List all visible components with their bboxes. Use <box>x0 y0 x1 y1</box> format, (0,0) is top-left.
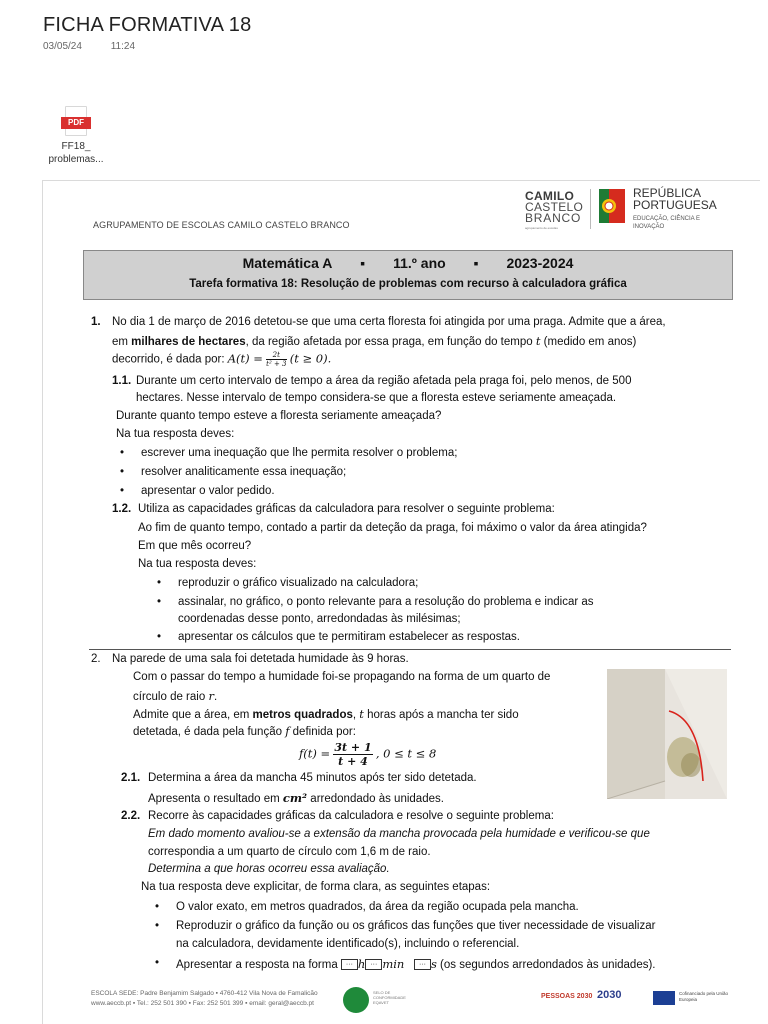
school-year: 2023-2024 <box>506 255 574 271</box>
pdf-badge: PDF <box>61 117 91 129</box>
note-title: FICHA FORMATIVA 18 <box>43 14 252 36</box>
note-time: 11:24 <box>110 41 136 52</box>
pdf-attachment[interactable] <box>40 106 112 166</box>
camilo-castelo-branco-logo: CAMILO CASTELO BRANCO agrupamento de escolas <box>525 189 584 230</box>
function-definition: f(t) = $\frac{3t + 1}{t + 4}$ , 0 ≤ t ≤ 8 <box>299 741 437 768</box>
wall-humidity-photo <box>607 669 727 799</box>
note-date: 03/05/24 <box>43 41 82 52</box>
grade: 11.º ano <box>393 255 446 271</box>
logo-divider <box>590 189 591 229</box>
note-meta <box>43 41 135 52</box>
subject: Matemática A <box>242 255 333 271</box>
portugal-2030-logo: 2030 <box>597 989 622 1001</box>
school-name: AGRUPAMENTO DE ESCOLAS CAMILO CASTELO BRANCO <box>93 220 350 230</box>
attachment-name[interactable]: FF18_ problemas... <box>48 141 104 165</box>
pessoas-2030-logo: PESSOAS 2030 <box>541 993 593 1000</box>
eu-flag-icon <box>653 991 675 1005</box>
task-title: Tarefa formativa 18: Resolução de problemas com recurso à calculadora gráfica <box>189 278 627 290</box>
divider <box>89 649 731 650</box>
worksheet-header: Matemática A ▪ 11.º ano ▪ 2023-2024 Tarefa formativa 18: Resolução de problemas com recurso à calculadora gráfica <box>83 250 733 300</box>
portugal-emblem-icon <box>599 189 625 223</box>
document-footer: ESCOLA SEDE: Padre Benjamim Salgado ▪ 4760-412 Vila Nova de Famalicão www.aeccb.pt ▪ Tel.: 252 501 390 ▪ Fax: 252 501 399 ▪ email: geral@aeccb.pt SELO DE CONFORMIDADE EQAVET PESSOAS 2030 2030 Cofinanciado pela União Europeia <box>87 987 757 1021</box>
pdf-icon[interactable] <box>61 106 91 136</box>
pdf-preview[interactable]: CAMILO CASTELO BRANCO agrupamento de escolas REPÚBLICA PORTUGUESA EDUCAÇÃO, CIÊNCIA E INOVAÇÃO AGRUPAMENTO DE ESCOLAS CAMILO CASTELO BRANCO Matemática A ▪ 11.º ano ▪ 2023-2024 Tarefa formativa 18: Resolução de problemas com recurso à calculadora gráfica 1. No dia 1 de março de 2016 detetou-se que uma certa floresta foi atingida por uma praga. Admite que a área, em milhares de hectares, da região afetada por essa praga, em função do tempo t (medido em anos) decorrido, é dada por: A(t) = $\frac{2t}{\text{t² + 3}}$ (t ≥ 0). 1.1. Durante um certo intervalo de tempo a área da região afetada pela praga foi, pelo menos, de 500 hectares. Nesse intervalo de tempo considera-se que a floresta esteve seriamente ameaçada. Durante quanto tempo esteve a floresta seriamente ameaçada? Na tua resposta deves: • escrever uma inequação que lhe permita resolver o problema; • resolver analiticamente essa inequação; • apresentar o valor pedido. 1.2. Utiliza as capacidades gráficas da calculadora para resolver o seguinte problema: Ao fim de quanto tempo, contado a partir da deteção da praga, foi máximo o valor da área atingida? Em que mês ocorreu? Na tua resposta deves: • reproduzir o gráfico visualizado na calculadora; • assinalar, no gráfico, o ponto relevante para a resolução do problema e indicar as coordenadas desse ponto, arredondadas às milésimas; • apresentar os cálculos que te permitiram estabelecer as respostas. 2. Na parede de uma sala foi detetada humidade às 9 horas. Com o passar do tempo a humidade foi-se propagando na forma de um quarto de círculo de raio r. Admite que a área, em metros quadrados, t horas após a mancha ter sido detetada, é dada pela função f definida por: f(t) = $\frac{3t + 1}{t + 4}$ , 0 ≤ t ≤ 8 2.1. Determina a área da mancha 45 minutos após ter sido detetada. Apresenta o resultado em cm² arredondado às unidades. 2.2. Recorre às capacidades gráficas da calculadora e resolve o seguinte problema: Em dado momento avaliou-se a extensão da mancha provocada pela humidade e verificou-se que correspondia a um quarto de círculo com 1,6 m de raio. Determina a que horas ocorreu essa avaliação. Na tua resposta deve explicitar, de forma clara, as seguintes etapas: • O valor exato, em metros quadrados, da área da região ocupada pela mancha. • Reproduzir o gráfico da função ou os gráficos das funções que tiver necessidade de visualizar na calculadora, devidamente identificado(s), incluindo o referencial. • Apresentar a resposta na forma ··· h ··· min ··· s (os segundos arredondados às unidades). ESCOLA SEDE: Padre Benjamim Salgado ▪ 4760-412 Vila Nova de Famalicão www.aeccb.pt ▪ Tel.: 252 501 390 ▪ Fax: 252 501 399 ▪ email: geral@aeccb.pt SELO DE CONFORMIDADE EQAVET PESSOAS 2030 2030 Cofinanciado pela União Europeia <box>42 180 760 1024</box>
eqavet-seal-icon <box>343 987 369 1013</box>
